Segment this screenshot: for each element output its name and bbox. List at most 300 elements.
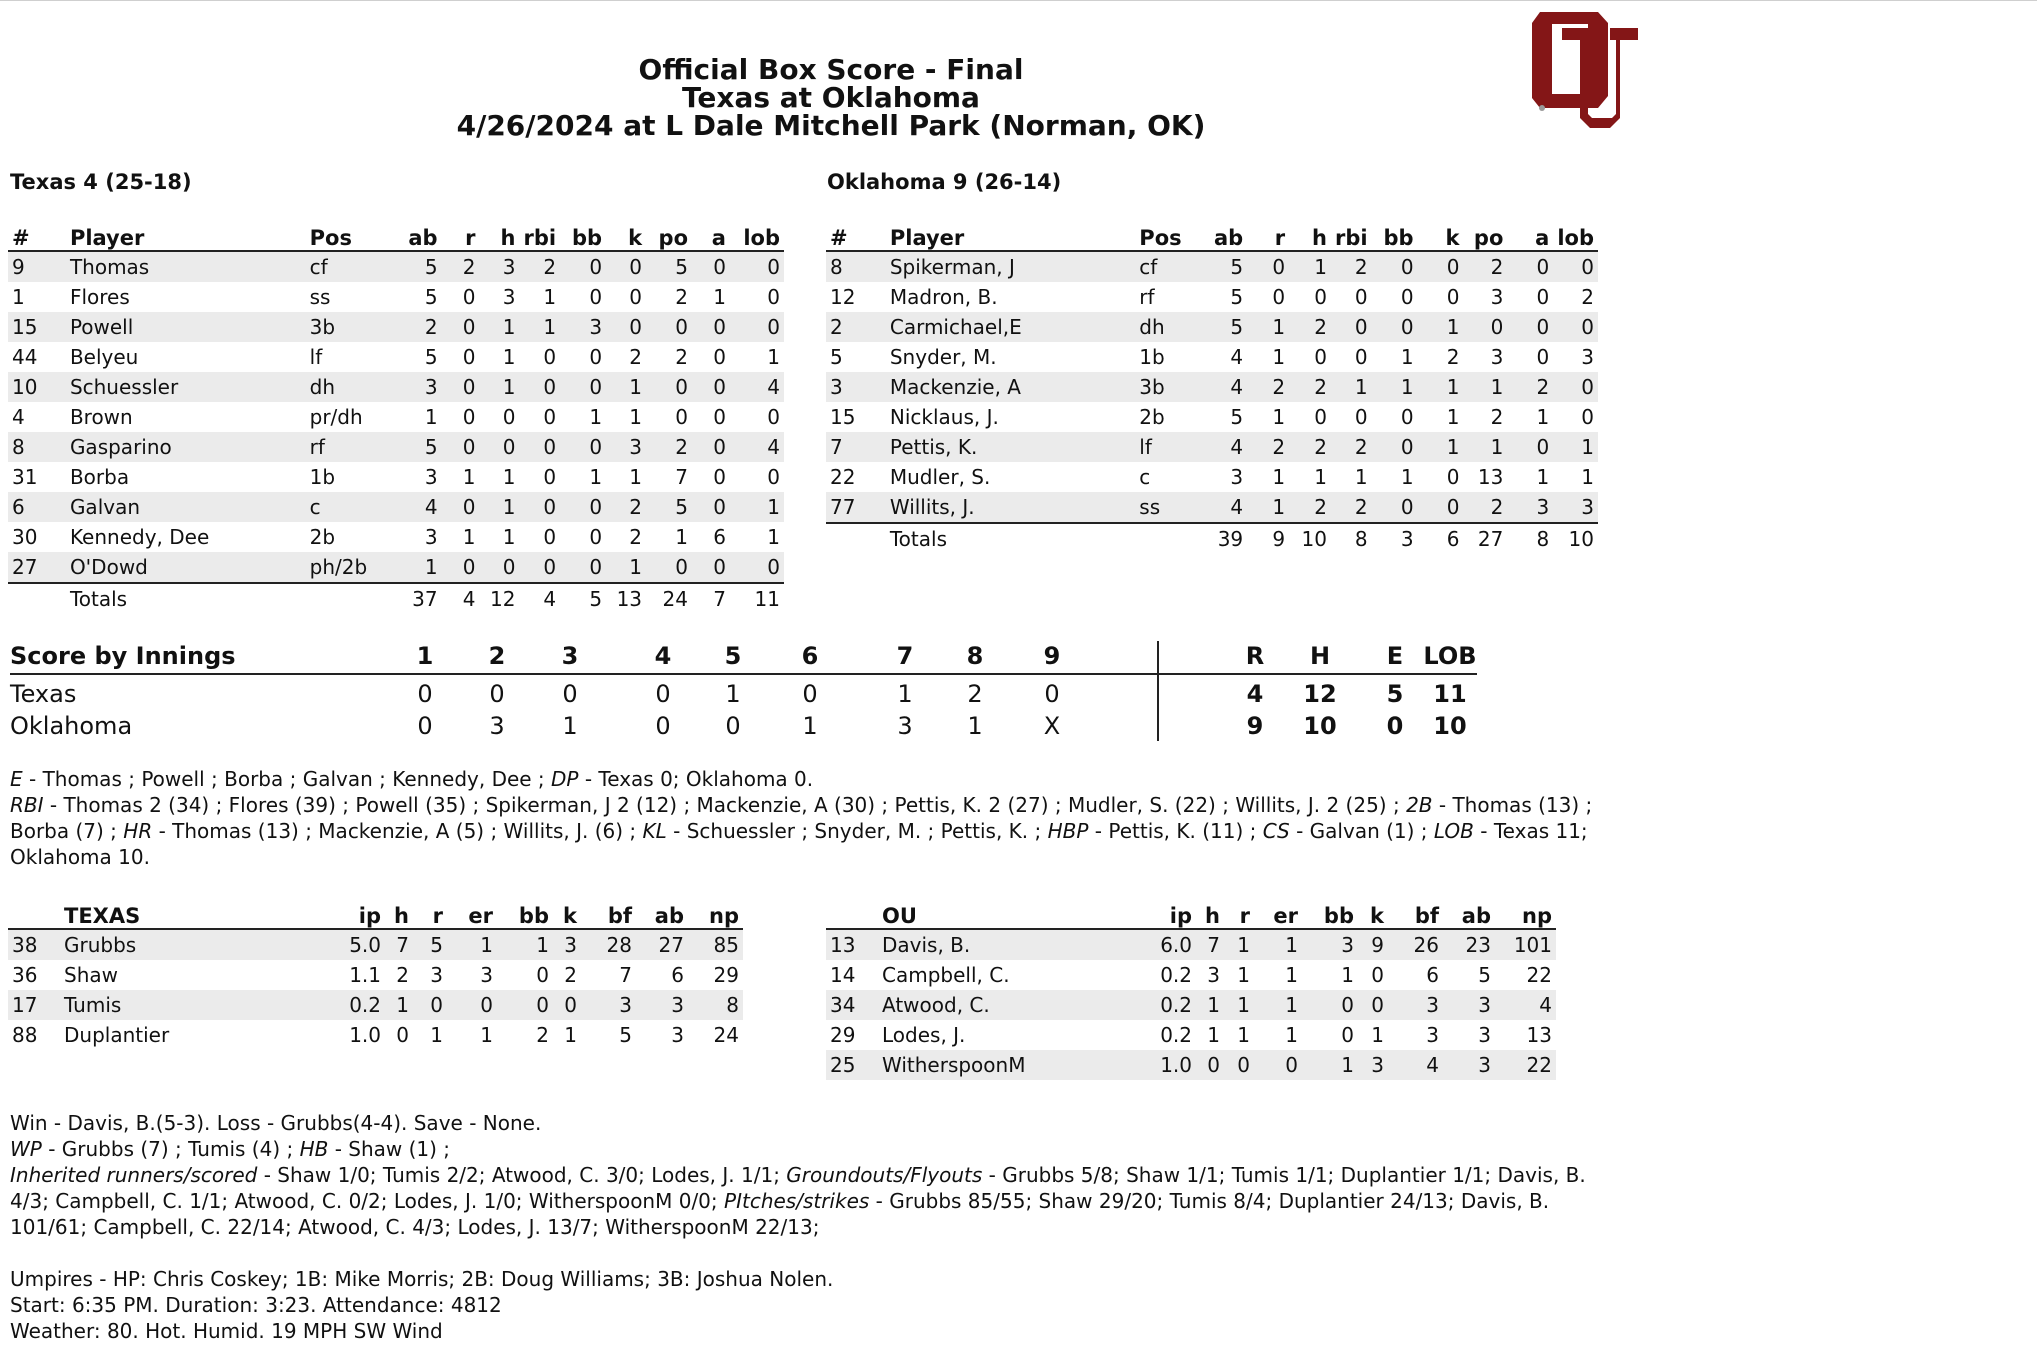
column-header: k: [606, 222, 646, 251]
table-cell: 1: [480, 312, 520, 342]
inning-score: 0: [417, 680, 433, 708]
totals-cell: 10: [1553, 523, 1598, 554]
column-header: ab: [1443, 900, 1495, 929]
team-total: 10: [1433, 712, 1467, 740]
table-cell: 6: [8, 492, 66, 522]
table-cell: 1: [1331, 372, 1372, 402]
column-header: h: [480, 222, 520, 251]
table-cell: 1: [730, 492, 784, 522]
table-cell: 0: [1553, 372, 1598, 402]
table-cell: 2: [629, 525, 643, 549]
table-cell: 1: [1372, 372, 1418, 402]
table-cell: 0: [646, 312, 692, 342]
table-row: [8, 432, 784, 462]
table-cell: 1: [1314, 465, 1327, 489]
table-cell: 0: [1314, 285, 1327, 309]
table-cell: 7: [619, 963, 632, 987]
table-cell: Mackenzie, A: [886, 372, 1135, 402]
table-cell: 8: [826, 251, 886, 282]
table-cell: 0: [1507, 312, 1553, 342]
note-label: PItches/strikes: [724, 1189, 870, 1213]
table-cell: 3: [1207, 963, 1220, 987]
table-cell: 3: [581, 990, 636, 1020]
table-cell: 0.2: [330, 990, 385, 1020]
table-cell: 1: [1418, 432, 1464, 462]
column-header: bb: [1302, 900, 1358, 929]
note-text: - Thomas ; Powell ; Borba ; Galvan ; Kennedy, Dee ;: [22, 767, 552, 791]
table-row: [8, 402, 784, 432]
table-row: [8, 251, 784, 282]
table-cell: 5: [1205, 312, 1247, 342]
table-cell: 2b: [1139, 405, 1165, 429]
totals-cell: 37: [396, 583, 442, 614]
totals-cell: 12: [480, 583, 520, 614]
table-cell: 3: [1230, 465, 1244, 489]
team-total: 12: [1303, 680, 1337, 708]
table-cell: 3: [1358, 1050, 1388, 1080]
table-cell: 4: [730, 432, 784, 462]
table-cell: 5: [646, 251, 692, 282]
table-cell: 1: [767, 345, 780, 369]
table-row: [826, 402, 1598, 432]
column-header: er: [1254, 900, 1302, 929]
table-cell: 1: [767, 525, 780, 549]
table-cell: 4: [1205, 492, 1247, 523]
inning-score: 0: [802, 680, 818, 708]
table-cell: 0: [560, 372, 606, 402]
note-label: HR: [123, 819, 153, 843]
table-cell: 0: [1418, 492, 1464, 523]
table-cell: 3: [560, 312, 606, 342]
table-cell: 12: [830, 285, 856, 309]
table-cell: 1: [1581, 465, 1594, 489]
table-cell: 1: [519, 312, 560, 342]
table-row: [826, 251, 1598, 282]
totals-cell: 9: [1247, 523, 1289, 554]
totals-cell: 8: [1331, 523, 1372, 554]
note-text: - Grubbs (7) ; Tumis (4) ;: [41, 1137, 300, 1161]
table-cell: 0: [1254, 1050, 1302, 1080]
table-cell: 1b: [1139, 345, 1165, 369]
table-cell: 0: [1372, 432, 1418, 462]
note-text: - Grubbs 5/8; Shaw 1/1; Tumis 1/1; Duplantier 1/1; Davis, B. 4/3; Campbell, C. 1/1; Atwood, C. 0/2; Lodes, J. 1/0; WitherspoonM 0/0;: [10, 1163, 1586, 1213]
table-cell: 1: [1254, 990, 1302, 1020]
texas-batting-table: [8, 222, 784, 614]
score-by-innings: [10, 641, 1480, 743]
table-cell: 0: [767, 405, 780, 429]
matchup-title: Texas at Oklahoma: [682, 81, 980, 114]
table-row: [826, 462, 1598, 492]
note-label: HB: [299, 1137, 329, 1161]
table-cell: 3: [1478, 1023, 1491, 1047]
inning-number: 1: [416, 642, 434, 670]
table-cell: 3: [424, 525, 438, 549]
innings-team-name: Oklahoma: [10, 712, 133, 740]
inning-score: 0: [725, 712, 741, 740]
table-cell: 1: [462, 525, 476, 549]
date-venue: 4/26/2024 at L Dale Mitchell Park (Norman, OK): [456, 109, 1206, 142]
table-cell: 2: [1289, 492, 1331, 523]
table-cell: 29: [830, 1023, 856, 1047]
table-row: [8, 960, 743, 990]
totals-label: E: [1386, 642, 1404, 670]
table-cell: 0: [536, 963, 549, 987]
table-cell: 22: [1495, 1050, 1556, 1080]
table-cell: 0.2: [1160, 963, 1192, 987]
table-cell: 1: [1341, 963, 1354, 987]
table-cell: 0: [730, 312, 784, 342]
table-cell: 101: [1495, 929, 1556, 960]
oklahoma-batting-table: [826, 222, 1598, 554]
table-cell: 0: [1354, 345, 1368, 369]
table-cell: 7: [385, 929, 413, 960]
table-cell: c: [1139, 465, 1151, 489]
inning-score: 1: [725, 680, 741, 708]
table-cell: 4: [1388, 1050, 1443, 1080]
table-cell: ss: [1135, 492, 1205, 523]
table-cell: 3: [1507, 492, 1553, 523]
table-cell: 1: [447, 929, 497, 960]
table-cell: 3: [1426, 1023, 1439, 1047]
table-cell: 2: [1289, 312, 1331, 342]
table-cell: 1: [396, 552, 442, 583]
table-cell: 2: [1247, 432, 1289, 462]
table-cell: 1: [502, 525, 516, 549]
table-cell: 2: [1247, 372, 1289, 402]
table-cell: 3: [553, 929, 581, 960]
table-cell: 0: [502, 405, 516, 429]
inning-score: 0: [1044, 680, 1060, 708]
column-header: rbi: [1331, 222, 1372, 251]
column-header: k: [553, 900, 581, 929]
inning-score: 3: [489, 712, 505, 740]
inning-score: 0: [417, 712, 433, 740]
column-header: bb: [497, 900, 553, 929]
totals-cell: 7: [692, 583, 730, 614]
table-cell: 0: [730, 251, 784, 282]
note-label: DP: [551, 767, 579, 791]
note-text: - Shaw 1/0; Tumis 2/2; Atwood, C. 3/0; Lodes, J. 1/1;: [257, 1163, 787, 1187]
column-header: lob: [1553, 222, 1598, 251]
table-cell: 5: [413, 929, 447, 960]
table-row: [8, 1020, 743, 1050]
table-cell: 0: [1371, 963, 1384, 987]
table-cell: 0: [675, 405, 688, 429]
table-cell: 1: [480, 492, 520, 522]
table-cell: 1: [1247, 312, 1289, 342]
inning-number: 8: [966, 642, 984, 670]
table-cell: 1: [462, 465, 476, 489]
table-cell: 2: [564, 963, 577, 987]
table-cell: Campbell, C.: [882, 963, 1010, 987]
table-cell: 0.2: [1138, 990, 1196, 1020]
table-cell: 0: [1400, 285, 1414, 309]
column-header: ip: [1138, 900, 1196, 929]
table-cell: 28: [581, 929, 636, 960]
column-header: #: [826, 222, 886, 251]
table-row: [8, 312, 784, 342]
table-cell: 6: [713, 525, 726, 549]
inning-score: 2: [967, 680, 983, 708]
table-cell: 0: [560, 251, 606, 282]
table-row: [826, 312, 1598, 342]
column-header: a: [692, 222, 730, 251]
table-cell: 0: [629, 285, 643, 309]
table-cell: Tumis: [60, 990, 330, 1020]
table-cell: dh: [306, 372, 396, 402]
note-text: - Thomas (13) ; Borba (7) ;: [10, 793, 1593, 843]
pitching-team-heading: OU: [878, 900, 1138, 929]
inning-number: 5: [724, 642, 742, 670]
table-row: [8, 462, 784, 492]
table-cell: 1: [1285, 1023, 1298, 1047]
inning-score: 1: [897, 680, 913, 708]
decisions-text: Win - Davis, B.(5-3). Loss - Grubbs(4-4). Save - None.: [10, 1111, 542, 1135]
table-cell: 1: [1463, 372, 1507, 402]
table-cell: 0: [1553, 251, 1598, 282]
table-row: [826, 1020, 1556, 1050]
table-cell: 2b: [309, 525, 336, 549]
table-cell: 1: [1400, 345, 1414, 369]
table-cell: 0: [442, 372, 480, 402]
table-cell: 0: [1507, 251, 1553, 282]
table-cell: 0: [442, 312, 480, 342]
totals-cell: 39: [1205, 523, 1247, 554]
table-cell: 3b: [1135, 372, 1205, 402]
table-row: [8, 522, 784, 552]
inning-number: 7: [896, 642, 914, 670]
table-cell: 3: [1388, 990, 1443, 1020]
table-cell: 1: [1553, 432, 1598, 462]
table-cell: 0: [692, 492, 730, 522]
column-header: bb: [1372, 222, 1418, 251]
totals-cell: 4: [442, 583, 480, 614]
table-cell: 1: [564, 1023, 577, 1047]
table-cell: 0: [1358, 990, 1388, 1020]
table-cell: 2: [1446, 345, 1460, 369]
table-cell: 0: [543, 405, 557, 429]
totals-cell: 8: [1507, 523, 1553, 554]
table-row: [826, 432, 1598, 462]
table-cell: 13: [1477, 465, 1504, 489]
table-cell: 2: [675, 345, 688, 369]
inning-number: 3: [561, 642, 579, 670]
table-cell: 88: [12, 1023, 38, 1047]
table-cell: 0: [396, 1023, 409, 1047]
table-cell: 29: [713, 963, 739, 987]
table-cell: 5: [1230, 285, 1244, 309]
table-cell: 1: [1272, 465, 1286, 489]
table-cell: 4: [396, 492, 442, 522]
table-cell: dh: [1135, 312, 1205, 342]
table-cell: 3: [430, 963, 443, 987]
table-cell: 15: [830, 405, 856, 429]
column-header: bf: [1388, 900, 1443, 929]
table-cell: 1: [385, 990, 413, 1020]
table-cell: 1: [424, 405, 438, 429]
table-cell: 3: [480, 251, 520, 282]
table-cell: 1: [1302, 1050, 1358, 1080]
table-cell: 4: [12, 405, 25, 429]
table-cell: 0: [442, 492, 480, 522]
table-cell: 1: [606, 372, 646, 402]
table-cell: 7: [1196, 929, 1224, 960]
table-cell: 31: [12, 465, 38, 489]
table-cell: lf: [309, 345, 323, 369]
table-cell: 0: [1331, 312, 1372, 342]
table-cell: 4: [1495, 990, 1556, 1020]
table-cell: 1: [1463, 432, 1507, 462]
table-cell: 8: [8, 432, 66, 462]
table-cell: 1: [1237, 963, 1250, 987]
note-text: - Galvan (1) ;: [1289, 819, 1434, 843]
table-row: [826, 960, 1556, 990]
table-cell: c: [306, 492, 396, 522]
table-cell: 0: [462, 345, 476, 369]
table-cell: cf: [1135, 251, 1205, 282]
table-cell: 1: [1354, 465, 1368, 489]
team-total: 10: [1303, 712, 1337, 740]
table-cell: 1: [1207, 1023, 1220, 1047]
note-text: - Thomas 2 (34) ; Flores (39) ; Powell (35) ; Spikerman, J 2 (12) ; Mackenzie, A (30) ; Pettis, K. 2 (27) ; Mudler, S. (22) ; Willits, J. 2 (25) ;: [43, 793, 1407, 817]
column-header: er: [447, 900, 497, 929]
table-cell: 1: [480, 1023, 493, 1047]
table-cell: 44: [12, 345, 38, 369]
table-cell: Carmichael,E: [886, 312, 1135, 342]
column-header: bf: [581, 900, 636, 929]
column-header: ab: [636, 900, 688, 929]
column-header: [8, 900, 60, 929]
table-cell: 2: [1463, 492, 1507, 523]
table-cell: 1: [629, 405, 643, 429]
table-cell: 23: [1443, 929, 1495, 960]
innings-header-rule: [10, 673, 1477, 675]
table-cell: 0: [1536, 345, 1550, 369]
table-cell: 0: [543, 525, 557, 549]
table-cell: 0: [1302, 990, 1358, 1020]
note-text: - Grubbs 85/55; Shaw 29/20; Tumis 8/4; Duplantier 24/13; Davis, B. 101/61; Campbell, C. 22/14; Atwood, C. 4/3; Lodes, J. 13/7; WitherspoonM 22/13;: [10, 1189, 1550, 1239]
table-cell: 3: [1490, 285, 1504, 309]
table-cell: Thomas: [66, 251, 306, 282]
table-cell: 0: [553, 990, 581, 1020]
table-cell: 5: [424, 285, 438, 309]
table-cell: 2: [1507, 372, 1553, 402]
note-label: LOB: [1433, 819, 1474, 843]
table-cell: 0: [560, 552, 606, 583]
note-label: HBP: [1047, 819, 1089, 843]
table-cell: 8: [688, 990, 743, 1020]
table-cell: 5.0: [330, 929, 385, 960]
table-cell: 0: [1400, 405, 1414, 429]
table-cell: 1: [675, 525, 688, 549]
top-divider: [0, 0, 2037, 1]
note-label: 2B: [1406, 793, 1433, 817]
table-cell: 6: [671, 963, 684, 987]
table-cell: 0: [730, 552, 784, 583]
table-cell: 0: [713, 405, 726, 429]
inning-number: 4: [654, 642, 672, 670]
innings-heading: Score by Innings: [10, 642, 236, 670]
table-cell: 1: [1272, 345, 1286, 369]
totals-cell: 4: [519, 583, 560, 614]
table-row: [8, 282, 784, 312]
table-cell: 1: [1289, 251, 1331, 282]
column-header: po: [1463, 222, 1507, 251]
table-cell: 2: [1490, 405, 1504, 429]
totals-cell: 27: [1463, 523, 1507, 554]
column-header: ab: [1205, 222, 1247, 251]
table-cell: 13: [826, 929, 878, 960]
table-cell: 2: [1463, 251, 1507, 282]
table-cell: 3: [636, 990, 688, 1020]
table-cell: rf: [1139, 285, 1155, 309]
table-cell: 1: [430, 1023, 443, 1047]
table-cell: 2: [1289, 432, 1331, 462]
table-cell: 1: [497, 929, 553, 960]
table-cell: 0: [1224, 1050, 1254, 1080]
note-text: - Texas 11; Oklahoma 10.: [10, 819, 1588, 869]
table-row: [8, 492, 784, 522]
table-cell: 5: [646, 492, 692, 522]
table-cell: Flores: [69, 285, 130, 309]
table-cell: 5: [424, 345, 438, 369]
table-cell: 1: [606, 552, 646, 583]
column-header: k: [1418, 222, 1464, 251]
table-cell: 1: [1418, 372, 1464, 402]
table-cell: 0: [692, 372, 730, 402]
column-header: ip: [330, 900, 385, 929]
table-cell: 0: [1553, 312, 1598, 342]
table-cell: 22: [830, 465, 856, 489]
table-cell: 3: [1443, 1050, 1495, 1080]
table-cell: 1: [1224, 990, 1254, 1020]
table-cell: 3: [502, 285, 516, 309]
table-cell: 3: [1553, 492, 1598, 523]
column-header: Player: [886, 222, 1135, 251]
table-cell: 0: [1463, 312, 1507, 342]
totals-cell: Totals: [886, 523, 1135, 554]
table-cell: 25: [826, 1050, 878, 1080]
table-cell: 3: [396, 372, 442, 402]
inning-score: X: [1043, 712, 1061, 740]
table-cell: 0: [1272, 285, 1286, 309]
table-row: [8, 372, 784, 402]
table-cell: 2: [396, 963, 409, 987]
table-cell: 1: [589, 405, 603, 429]
table-cell: Schuessler: [66, 372, 306, 402]
table-cell: Pettis, K.: [886, 432, 1135, 462]
table-cell: 0: [447, 990, 497, 1020]
table-cell: 1: [713, 285, 726, 309]
table-cell: 0: [606, 251, 646, 282]
totals-cell: [1135, 523, 1205, 554]
inning-score: 0: [655, 712, 671, 740]
box-score-header: [0, 53, 1662, 142]
column-header: r: [442, 222, 480, 251]
table-cell: 0: [519, 432, 560, 462]
table-cell: 0: [767, 465, 780, 489]
column-header: bb: [560, 222, 606, 251]
table-cell: 17: [8, 990, 60, 1020]
note-label: Groundouts/Flyouts: [786, 1163, 983, 1187]
table-cell: 4: [1230, 345, 1244, 369]
table-cell: 0: [1446, 285, 1460, 309]
table-cell: Belyeu: [69, 345, 139, 369]
table-cell: 10: [8, 372, 66, 402]
table-cell: 0: [1314, 405, 1327, 429]
table-cell: 0: [1372, 312, 1418, 342]
table-cell: 0: [692, 251, 730, 282]
